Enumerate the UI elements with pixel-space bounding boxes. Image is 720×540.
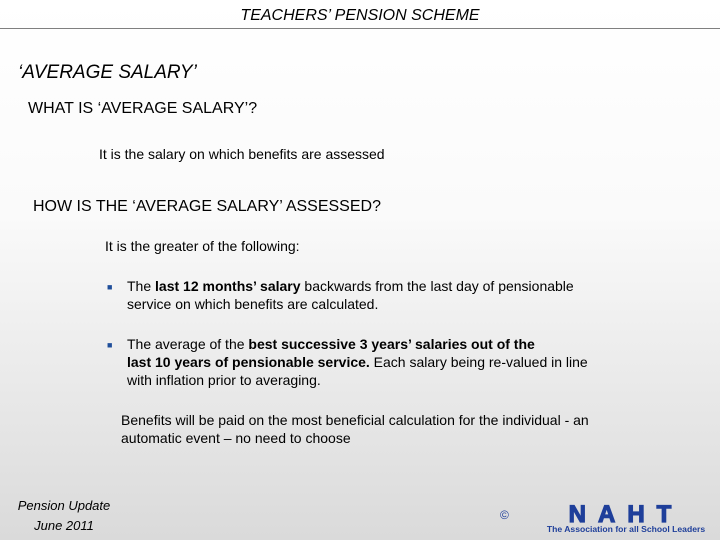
page-header-title: TEACHERS’ PENSION SCHEME [240, 7, 480, 24]
bullet-bold-segment: last 12 months’ salary [155, 278, 301, 294]
copyright-symbol: © [500, 508, 509, 522]
section-title: ‘AVERAGE SALARY’ [18, 62, 197, 83]
note-line: Benefits will be paid on the most beneficial calculation for the individual - an [121, 412, 589, 428]
bullet-text-segment: The [127, 278, 156, 294]
bullet-line: with inflation prior to averaging. [127, 372, 321, 388]
bullet-text-segment: The average of the [127, 336, 249, 352]
bullet-line [127, 335, 588, 353]
naht-logo-tagline: The Association for all School Leaders [546, 524, 706, 534]
how-assessed-intro: It is the greater of the following: [105, 238, 300, 254]
question-what-is-average-salary: WHAT IS ‘AVERAGE SALARY’? [28, 100, 258, 117]
header-divider [0, 28, 720, 29]
note-line: automatic event – no need to choose [121, 430, 351, 446]
bullet-bold-segment: last 10 years of pensionable service. [127, 354, 370, 370]
bullet-bold-segment: best successive 3 years’ salaries out of the [248, 336, 535, 352]
bullet-text-segment: backwards from the last day of pensionable [300, 278, 574, 294]
bullet-text [127, 335, 588, 389]
bullet-line [127, 353, 588, 371]
footer-pension-update [8, 496, 120, 536]
bullet-text [127, 277, 574, 313]
benefits-note [121, 411, 589, 447]
bullet-text-segment: Each salary being re-valued in line [369, 354, 588, 370]
naht-logo [538, 502, 714, 534]
bullet-line: service on which benefits are calculated. [127, 296, 379, 312]
question-how-assessed: HOW IS THE ‘AVERAGE SALARY’ ASSESSED? [33, 198, 381, 215]
footer-line: Pension Update [17, 498, 111, 513]
square-bullet-icon: ■ [107, 282, 113, 292]
bullet-line [127, 277, 574, 295]
square-bullet-icon: ■ [107, 340, 113, 350]
answer-what-is-average-salary: It is the salary on which benefits are assessed [99, 146, 385, 162]
naht-logo-wordmark: NAHT [568, 502, 684, 528]
footer-date: June 2011 [34, 518, 94, 533]
